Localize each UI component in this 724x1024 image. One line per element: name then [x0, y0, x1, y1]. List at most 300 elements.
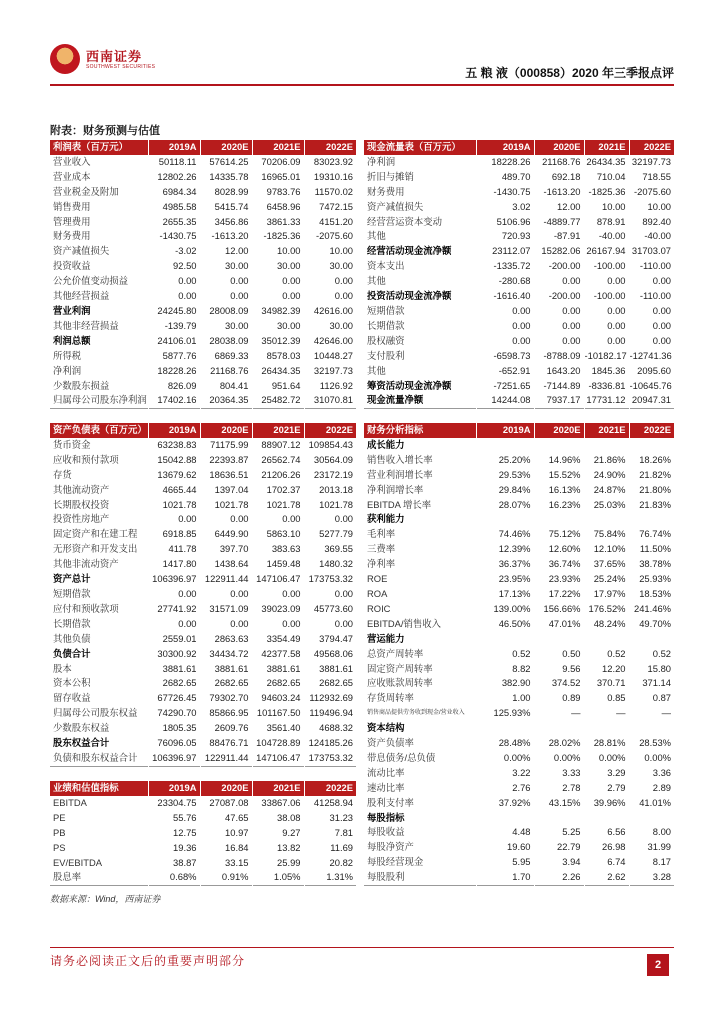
- row-label: 管理费用: [53, 215, 91, 227]
- cell-value: 101167.50: [252, 706, 304, 721]
- cell-value: 2.89: [629, 781, 674, 796]
- cell-value: 10.00: [584, 200, 629, 215]
- cell-value: 0.00: [148, 289, 200, 304]
- cell-value: 0.00%: [476, 751, 534, 766]
- table-row: [364, 736, 674, 751]
- row-label: 其他: [367, 275, 386, 287]
- cell-value: 0.00: [629, 304, 674, 319]
- cell-value: 19.36: [148, 841, 200, 856]
- cell-value: 20.82: [304, 856, 356, 871]
- cashflow-table: [364, 140, 674, 409]
- cell-value: 0.00: [476, 334, 534, 349]
- year-header: 2021E: [252, 781, 304, 796]
- table-row: [364, 811, 674, 826]
- cell-value: 5106.96: [476, 215, 534, 230]
- cell-value: [584, 632, 629, 647]
- table-row: [50, 304, 356, 319]
- cell-value: 1126.92: [304, 379, 356, 394]
- cell-value: 2.26: [534, 870, 584, 885]
- row-label: 三费率: [367, 543, 396, 555]
- table-row: [50, 527, 356, 542]
- cell-value: 88476.71: [200, 736, 252, 751]
- cell-value: 5415.74: [200, 200, 252, 215]
- table-row: [364, 751, 674, 766]
- cell-value: 5877.76: [148, 349, 200, 364]
- table-row: [50, 274, 356, 289]
- table-row: [364, 215, 674, 230]
- row-label: 每股股利: [367, 871, 405, 883]
- cell-value: 3.02: [476, 200, 534, 215]
- row-label: 其他流动资产: [53, 483, 110, 495]
- cell-value: 0.87: [629, 691, 674, 706]
- cell-value: 826.09: [148, 379, 200, 394]
- cell-value: 47.65: [200, 811, 252, 826]
- row-label: 财务费用: [367, 185, 405, 197]
- row-label: 现金流量净额: [367, 394, 424, 406]
- cell-value: 21168.76: [200, 364, 252, 379]
- cell-value: -200.00: [534, 259, 584, 274]
- cell-value: 3561.40: [252, 721, 304, 736]
- table-row: [364, 334, 674, 349]
- row-label: 每股指标: [367, 811, 405, 823]
- cell-value: 50118.11: [148, 155, 200, 170]
- table-row: [50, 557, 356, 572]
- table-row: [50, 841, 356, 856]
- cell-value: 23.93%: [534, 572, 584, 587]
- cell-value: 13679.62: [148, 468, 200, 483]
- cell-value: 12.00: [534, 200, 584, 215]
- table-row: [364, 483, 674, 498]
- table-row: [50, 602, 356, 617]
- cell-value: 12.20: [584, 662, 629, 677]
- cell-value: 55.76: [148, 811, 200, 826]
- table-row: [364, 289, 674, 304]
- row-label: 资产减值损失: [53, 245, 110, 257]
- cell-value: 0.00: [534, 334, 584, 349]
- cell-value: -7251.65: [476, 379, 534, 394]
- table-row: [50, 155, 356, 170]
- row-label: EV/EBITDA: [53, 856, 102, 868]
- cell-value: —: [629, 706, 674, 721]
- cell-value: 88907.12: [252, 438, 304, 453]
- table-row: [50, 468, 356, 483]
- table-row: [50, 364, 356, 379]
- cell-value: 6.56: [584, 825, 629, 840]
- year-header: 2021E: [252, 423, 304, 438]
- row-label: 营业成本: [53, 170, 91, 182]
- cell-value: 12802.26: [148, 170, 200, 185]
- row-label: 经营活动现金流净额: [367, 245, 452, 257]
- cell-value: 67726.45: [148, 691, 200, 706]
- cell-value: 4.48: [476, 825, 534, 840]
- cell-value: 139.00%: [476, 602, 534, 617]
- cell-value: 30.00: [304, 319, 356, 334]
- cell-value: 30.00: [200, 259, 252, 274]
- cell-value: —: [534, 706, 584, 721]
- cell-value: 18.26%: [629, 453, 674, 468]
- cell-value: 0.00%: [584, 751, 629, 766]
- row-label: 利润总额: [53, 334, 91, 346]
- table-header-row: [50, 423, 356, 438]
- cell-value: 106396.97: [148, 572, 200, 587]
- cell-value: 47.01%: [534, 617, 584, 632]
- row-label: 股东权益合计: [53, 737, 110, 749]
- cell-value: 0.00%: [629, 751, 674, 766]
- cell-value: 41258.94: [304, 796, 356, 811]
- cell-value: 718.55: [629, 170, 674, 185]
- cell-value: 42646.00: [304, 334, 356, 349]
- cell-value: 8.82: [476, 662, 534, 677]
- row-label: 营运能力: [367, 632, 405, 644]
- row-label: 股息率: [53, 871, 82, 883]
- cell-value: 16.23%: [534, 498, 584, 513]
- cell-value: 3354.49: [252, 632, 304, 647]
- row-label: 固定资产周转率: [367, 662, 433, 674]
- table-row: [50, 259, 356, 274]
- cell-value: 11.50%: [629, 542, 674, 557]
- cell-value: -200.00: [534, 289, 584, 304]
- table-title: 资产负债表（百万元）: [50, 423, 148, 438]
- cell-value: 31571.09: [200, 602, 252, 617]
- cell-value: 1.05%: [252, 870, 304, 885]
- cell-value: 12.10%: [584, 542, 629, 557]
- table-row: [364, 766, 674, 781]
- cell-value: 2863.63: [200, 632, 252, 647]
- cell-value: 3881.61: [252, 662, 304, 677]
- cell-value: 29.84%: [476, 483, 534, 498]
- cell-value: 17731.12: [584, 393, 629, 408]
- table-row: [364, 542, 674, 557]
- cell-value: 2.79: [584, 781, 629, 796]
- table-row: [364, 527, 674, 542]
- cell-value: 1643.20: [534, 364, 584, 379]
- cell-value: 0.50: [534, 647, 584, 662]
- table-row: [364, 632, 674, 647]
- table-row: [364, 438, 674, 453]
- cell-value: 0.00: [629, 274, 674, 289]
- cell-value: 2095.60: [629, 364, 674, 379]
- cell-value: 37.92%: [476, 796, 534, 811]
- row-label: 净利润: [367, 155, 396, 167]
- cell-value: 109854.43: [304, 438, 356, 453]
- cell-value: [476, 438, 534, 453]
- cell-value: 21.83%: [629, 498, 674, 513]
- cell-value: -1335.72: [476, 259, 534, 274]
- cell-value: 0.89: [534, 691, 584, 706]
- cell-value: 0.00: [200, 512, 252, 527]
- cell-value: 28.02%: [534, 736, 584, 751]
- cell-value: 24245.80: [148, 304, 200, 319]
- cell-value: [629, 512, 674, 527]
- table-title: 利润表（百万元）: [50, 140, 148, 155]
- cell-value: 804.41: [200, 379, 252, 394]
- table-title: 业绩和估值指标: [50, 781, 148, 796]
- row-label: 长期借款: [53, 617, 91, 629]
- cell-value: 1805.35: [148, 721, 200, 736]
- cell-value: 23304.75: [148, 796, 200, 811]
- table-row: [364, 319, 674, 334]
- cell-value: 2655.35: [148, 215, 200, 230]
- row-label: 无形资产和开发支出: [53, 543, 138, 555]
- cell-value: 26562.74: [252, 453, 304, 468]
- cell-value: 3.22: [476, 766, 534, 781]
- table-row: [50, 200, 356, 215]
- table-row: [50, 289, 356, 304]
- cell-value: 48.24%: [584, 617, 629, 632]
- row-label: 股权融资: [367, 334, 405, 346]
- cell-value: [534, 632, 584, 647]
- cell-value: 6918.85: [148, 527, 200, 542]
- cell-value: -1825.36: [584, 185, 629, 200]
- cell-value: 20947.31: [629, 393, 674, 408]
- cell-value: 30300.92: [148, 647, 200, 662]
- table-row: [364, 512, 674, 527]
- cell-value: 22.79: [534, 840, 584, 855]
- cell-value: 371.14: [629, 676, 674, 691]
- cell-value: 49568.06: [304, 647, 356, 662]
- row-label: 速动比率: [367, 781, 405, 793]
- cell-value: 3881.61: [148, 662, 200, 677]
- table-row: [50, 706, 356, 721]
- cell-value: -1825.36: [252, 229, 304, 244]
- year-header: 2022E: [304, 423, 356, 438]
- cell-value: 31703.07: [629, 244, 674, 259]
- footer-divider: [50, 947, 674, 948]
- cell-value: 369.55: [304, 542, 356, 557]
- row-label: 营业收入: [53, 155, 91, 167]
- cell-value: [584, 512, 629, 527]
- table-row: [50, 483, 356, 498]
- row-label: 存货周转率: [367, 692, 414, 704]
- row-label: PS: [53, 841, 66, 853]
- cell-value: 0.00: [584, 319, 629, 334]
- cell-value: -1613.20: [534, 185, 584, 200]
- cell-value: 125.93%: [476, 706, 534, 721]
- cell-value: 8028.99: [200, 185, 252, 200]
- cell-value: 15.80: [629, 662, 674, 677]
- cell-value: 14.96%: [534, 453, 584, 468]
- year-header: 2019A: [476, 423, 534, 438]
- cell-value: [534, 438, 584, 453]
- table-row: [50, 453, 356, 468]
- table-row: [50, 438, 356, 453]
- table-row: [364, 453, 674, 468]
- cell-value: 22393.87: [200, 453, 252, 468]
- cell-value: 11.69: [304, 841, 356, 856]
- cell-value: -280.68: [476, 274, 534, 289]
- cell-value: 1.31%: [304, 870, 356, 885]
- row-label: 营业利润增长率: [367, 468, 433, 480]
- row-label: PB: [53, 826, 66, 838]
- cell-value: 31.23: [304, 811, 356, 826]
- table-title: 财务分析指标: [364, 423, 476, 438]
- cell-value: 74290.70: [148, 706, 200, 721]
- logo-name: 西南证券: [86, 50, 143, 65]
- cell-value: 0.00: [200, 274, 252, 289]
- cell-value: 3.94: [534, 855, 584, 870]
- year-header: 2021E: [584, 423, 629, 438]
- cell-value: 1021.78: [200, 498, 252, 513]
- cell-value: 0.00: [304, 274, 356, 289]
- table-row: [50, 215, 356, 230]
- cell-value: -139.79: [148, 319, 200, 334]
- cell-value: 15.52%: [534, 468, 584, 483]
- cell-value: 173753.32: [304, 572, 356, 587]
- cell-value: 0.52: [629, 647, 674, 662]
- table-row: [364, 393, 674, 408]
- page-number: 2: [647, 954, 669, 976]
- table-row: [50, 796, 356, 811]
- year-header: 2022E: [304, 781, 356, 796]
- cell-value: 23172.19: [304, 468, 356, 483]
- cell-value: 12.39%: [476, 542, 534, 557]
- cell-value: 10.97: [200, 826, 252, 841]
- row-label: 每股收益: [367, 826, 405, 838]
- cell-value: 57614.25: [200, 155, 252, 170]
- cell-value: 23112.07: [476, 244, 534, 259]
- cell-value: 28.53%: [629, 736, 674, 751]
- table-row: [364, 855, 674, 870]
- row-label: 折旧与摊销: [367, 170, 414, 182]
- cell-value: 0.00: [148, 274, 200, 289]
- cell-value: 34434.72: [200, 647, 252, 662]
- cell-value: -100.00: [584, 289, 629, 304]
- cell-value: 397.70: [200, 542, 252, 557]
- cell-value: 5.95: [476, 855, 534, 870]
- cell-value: 19.60: [476, 840, 534, 855]
- cell-value: 1480.32: [304, 557, 356, 572]
- table-row: [50, 393, 356, 408]
- row-label: 股利支付率: [367, 796, 414, 808]
- row-label: 毛利率: [367, 528, 396, 540]
- cell-value: -100.00: [584, 259, 629, 274]
- table-row: [50, 691, 356, 706]
- table-row: [364, 304, 674, 319]
- table-row: [364, 274, 674, 289]
- cell-value: 0.00: [304, 617, 356, 632]
- cell-value: 30.00: [252, 259, 304, 274]
- cell-value: 382.90: [476, 676, 534, 691]
- row-label: 固定资产和在建工程: [53, 528, 138, 540]
- cell-value: 12.60%: [534, 542, 584, 557]
- table-row: [364, 647, 674, 662]
- row-label: 获利能力: [367, 513, 405, 525]
- cell-value: 92.50: [148, 259, 200, 274]
- cell-value: 24106.01: [148, 334, 200, 349]
- row-label: 销售商品提供劳务收到现金/营业收入: [367, 710, 465, 717]
- row-label: 资产负债率: [367, 737, 414, 749]
- table-row: [364, 557, 674, 572]
- cell-value: 124185.26: [304, 736, 356, 751]
- cell-value: 31.99: [629, 840, 674, 855]
- cell-value: 25.03%: [584, 498, 629, 513]
- row-label: 货币资金: [53, 438, 91, 450]
- cell-value: 21.86%: [584, 453, 629, 468]
- cell-value: 147106.47: [252, 572, 304, 587]
- row-label: 资产减值损失: [367, 200, 424, 212]
- cell-value: 892.40: [629, 215, 674, 230]
- cell-value: 241.46%: [629, 602, 674, 617]
- cell-value: 18228.26: [476, 155, 534, 170]
- row-label: PE: [53, 811, 66, 823]
- cell-value: 23.95%: [476, 572, 534, 587]
- cell-value: 75.12%: [534, 527, 584, 542]
- cell-value: 3881.61: [304, 662, 356, 677]
- cell-value: 25.20%: [476, 453, 534, 468]
- cell-value: 2682.65: [148, 676, 200, 691]
- cell-value: 17.22%: [534, 587, 584, 602]
- cell-value: 489.70: [476, 170, 534, 185]
- cell-value: 16.84: [200, 841, 252, 856]
- cell-value: -2075.60: [629, 185, 674, 200]
- table-row: [50, 751, 356, 766]
- financial-analysis-table: [364, 423, 674, 886]
- table-row: [364, 870, 674, 885]
- header-divider: [50, 84, 674, 86]
- cell-value: 1.00: [476, 691, 534, 706]
- cell-value: 0.00: [534, 319, 584, 334]
- cell-value: 156.66%: [534, 602, 584, 617]
- cell-value: 38.08: [252, 811, 304, 826]
- table-header-row: [364, 140, 674, 155]
- cell-value: 0.00: [148, 512, 200, 527]
- table-row: [364, 379, 674, 394]
- cell-value: 122911.44: [200, 751, 252, 766]
- cell-value: [584, 811, 629, 826]
- cell-value: 6.74: [584, 855, 629, 870]
- cell-value: 25482.72: [252, 393, 304, 408]
- cell-value: 0.00: [629, 319, 674, 334]
- cell-value: 0.00: [584, 274, 629, 289]
- cell-value: 9.27: [252, 826, 304, 841]
- cell-value: -6598.73: [476, 349, 534, 364]
- cell-value: 176.52%: [584, 602, 629, 617]
- cell-value: 720.93: [476, 229, 534, 244]
- cell-value: 4665.44: [148, 483, 200, 498]
- cell-value: 12.75: [148, 826, 200, 841]
- table-row: [50, 617, 356, 632]
- cell-value: [476, 721, 534, 736]
- row-label: 资本支出: [367, 260, 405, 272]
- table-row: [364, 155, 674, 170]
- year-header: 2022E: [304, 140, 356, 155]
- row-label: 净利率: [367, 558, 396, 570]
- data-source-note: 数据来源：Wind，西南证券: [50, 894, 161, 904]
- cell-value: 1459.48: [252, 557, 304, 572]
- cell-value: 4151.20: [304, 215, 356, 230]
- cell-value: 2.76: [476, 781, 534, 796]
- row-label: 投资收益: [53, 260, 91, 272]
- cell-value: 38.87: [148, 856, 200, 871]
- cell-value: 14335.78: [200, 170, 252, 185]
- row-label: 留存收益: [53, 692, 91, 704]
- cell-value: 17.97%: [584, 587, 629, 602]
- cell-value: 951.64: [252, 379, 304, 394]
- cell-value: 2682.65: [252, 676, 304, 691]
- row-label: 负债合计: [53, 647, 91, 659]
- table-row: [364, 498, 674, 513]
- table-row: [50, 572, 356, 587]
- cell-value: 24.90%: [584, 468, 629, 483]
- table-row: [364, 691, 674, 706]
- table-row: [50, 170, 356, 185]
- table-row: [50, 811, 356, 826]
- row-label: EBITDA/销售收入: [367, 617, 441, 629]
- year-header: 2020E: [534, 140, 584, 155]
- cell-value: 18228.26: [148, 364, 200, 379]
- income-statement-table: [50, 140, 356, 409]
- cell-value: -110.00: [629, 289, 674, 304]
